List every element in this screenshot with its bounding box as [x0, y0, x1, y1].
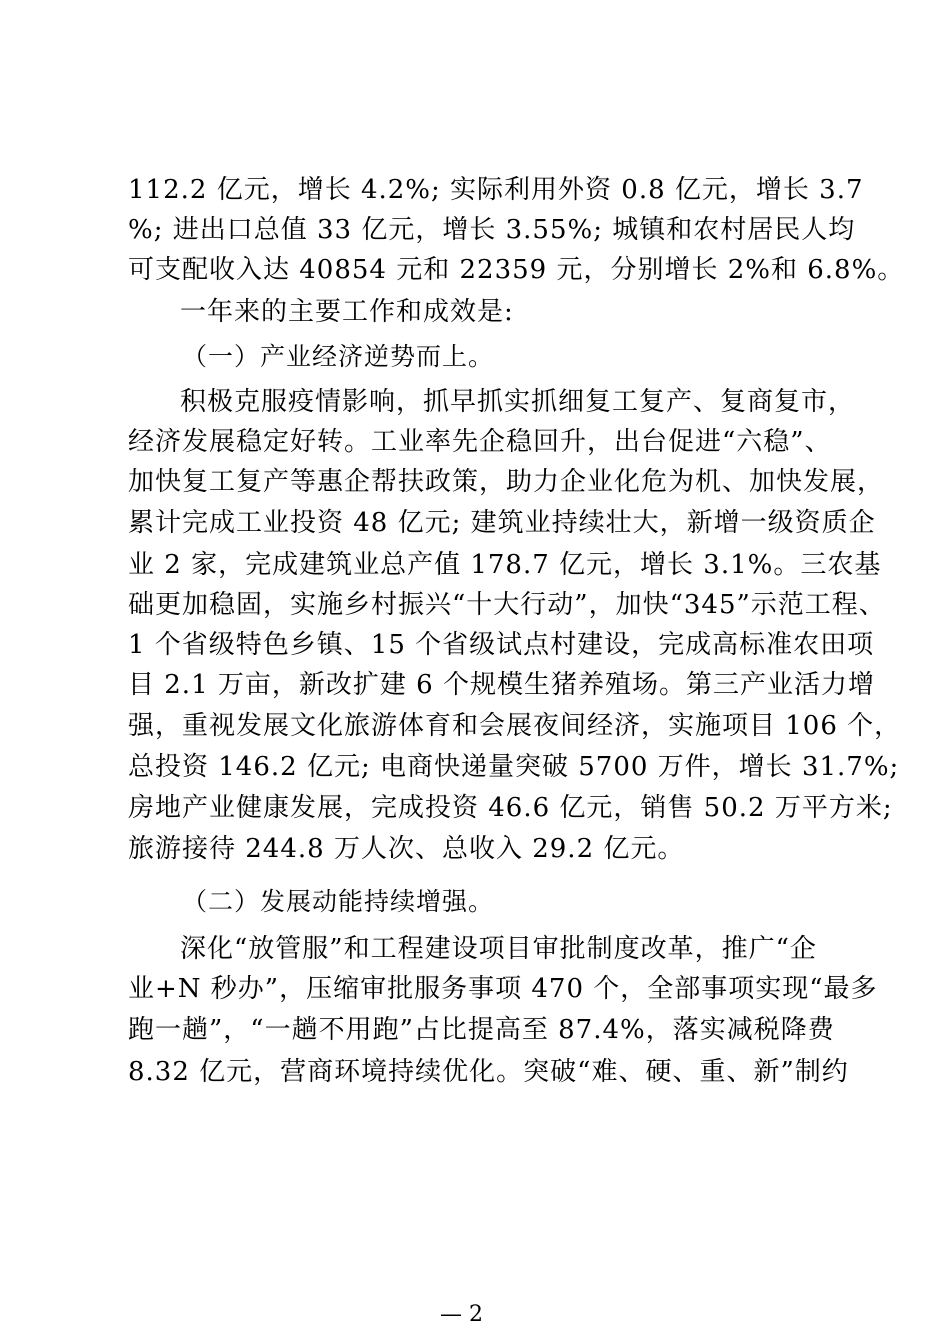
text-line: 加快复工复产等惠企帮扶政策，助力企业化危为机、加快发展，	[128, 467, 885, 497]
text-line: 目 2.1 万亩，新改扩建 6 个规模生猪养殖场。第三产业活力增	[128, 670, 875, 700]
text-line: 旅游接待 244.8 万人次、总收入 29.2 亿元。	[128, 834, 685, 864]
section-heading: （一）产业经济逆势而上。	[182, 342, 495, 371]
text-line: 1 个省级特色乡镇、15 个省级试点村建设，完成高标准农田项	[128, 630, 875, 660]
text-line: 强，重视发展文化旅游体育和会展夜间经济，实施项目 106 个，	[128, 711, 902, 741]
section-heading: （二）发展动能持续增强。	[182, 887, 495, 916]
paragraph-first-line: 深化“放管服”和工程建设项目审批制度改革，推广“企	[180, 934, 817, 964]
text-line: 总投资 146.2 亿元; 电商快递量突破 5700 万件，增长 31.7%;	[128, 752, 900, 782]
text-line: 可支配收入达 40854 元和 22359 元，分别增长 2%和 6.8%。	[128, 255, 905, 285]
text-line: 础更加稳固，实施乡村振兴“十大行动”，加快“345”示范工程、	[128, 590, 886, 620]
text-line: 房地产业健康发展，完成投资 46.6 亿元，销售 50.2 万平方米;	[128, 793, 893, 823]
text-line: 8.32 亿元，营商环境持续优化。突破“难、硬、重、新”制约	[128, 1057, 849, 1087]
text-line: 112.2 亿元，增长 4.2%; 实际利用外资 0.8 亿元，增长 3.7	[128, 175, 864, 205]
text-line: 经济发展稳定好转。工业率先企稳回升，出台促进“六稳”、	[128, 427, 832, 457]
text-line: 一年来的主要工作和成效是:	[180, 297, 514, 327]
text-line: 业 2 家，完成建筑业总产值 178.7 亿元，增长 3.1%。三农基	[128, 550, 882, 580]
text-line: 跑一趟”，“一趟不用跑”占比提高至 87.4%，落实减税降费	[128, 1015, 835, 1045]
page-number: — 2	[440, 1302, 483, 1327]
text-line: 业+N 秒办”，压缩审批服务事项 470 个，全部事项实现“最多	[128, 974, 878, 1004]
text-line: %; 进出口总值 33 亿元，增长 3.55%; 城镇和农村居民人均	[128, 215, 856, 245]
text-line: 累计完成工业投资 48 亿元; 建筑业持续壮大，新增一级资质企	[128, 508, 876, 538]
paragraph-first-line: 积极克服疫情影响，抓早抓实抓细复工复产、复商复市，	[180, 387, 856, 417]
